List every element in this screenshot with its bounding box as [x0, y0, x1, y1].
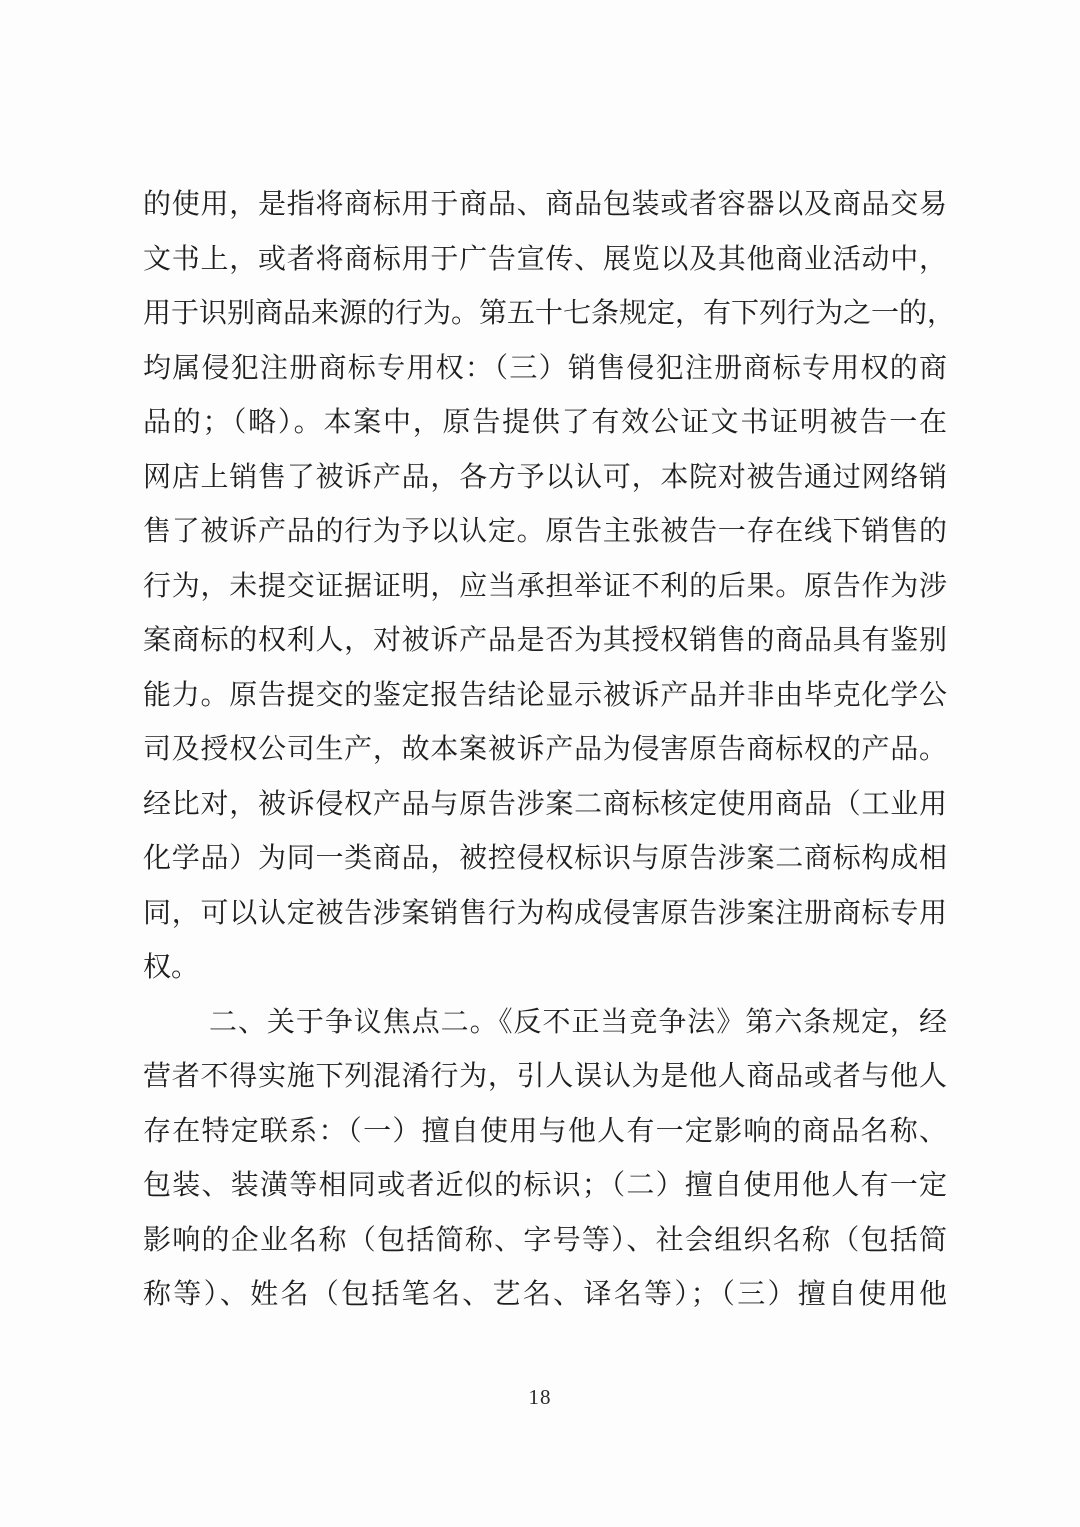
text-line-paragraph-start: 二、关于争议焦点二。《反不正当竞争法》第六条规定，经: [209, 1006, 947, 1038]
page-number: 18: [528, 1385, 552, 1409]
text-line: 售了被诉产品的行为予以认定。原告主张被告一存在线下销售的: [143, 516, 947, 547]
text-line: 称等）、姓名（包括笔名、艺名、译名等）；（三）擅自使用他: [143, 1279, 947, 1310]
text-line: 同，可以认定被告涉案销售行为构成侵害原告涉案注册商标专用: [143, 897, 947, 929]
text-line: 的使用，是指将商标用于商品、商品包装或者容器以及商品交易: [143, 189, 947, 220]
text-line: 文书上，或者将商标用于广告宣传、展览以及其他商业活动中，: [143, 243, 947, 275]
text-line: 案商标的权利人，对被诉产品是否为其授权销售的商品具有鉴别: [143, 625, 947, 656]
text-line-paragraph-end: 权。: [143, 952, 200, 983]
text-line: 化学品）为同一类商品，被控侵权标识与原告涉案二商标构成相: [143, 843, 947, 874]
body-text: [143, 178, 956, 1323]
text-line: 网店上销售了被诉产品，各方予以认可，本院对被告通过网络销: [143, 461, 947, 493]
text-line: 行为，未提交证据证明，应当承担举证不利的后果。原告作为涉: [143, 570, 947, 602]
text-line: 影响的企业名称（包括简称、字号等）、社会组织名称（包括简: [143, 1224, 947, 1256]
text-line: 存在特定联系：（一）擅自使用与他人有一定影响的商品名称、: [143, 1115, 947, 1147]
text-line: 品的；（略）。本案中，原告提供了有效公证文书证明被告一在: [143, 407, 947, 438]
text-line: 用于识别商品来源的行为。第五十七条规定，有下列行为之一的，: [143, 298, 956, 329]
text-line: 经比对，被诉侵权产品与原告涉案二商标核定使用商品（工业用: [143, 788, 947, 820]
text-line: 司及授权公司生产，故本案被诉产品为侵害原告商标权的产品。: [143, 734, 947, 765]
text-line: 包装、装潢等相同或者近似的标识；（二）擅自使用他人有一定: [143, 1170, 947, 1201]
text-line: 能力。原告提交的鉴定报告结论显示被诉产品并非由毕克化学公: [143, 679, 947, 711]
text-line: 营者不得实施下列混淆行为，引人误认为是他人商品或者与他人: [143, 1061, 947, 1092]
text-line: 均属侵犯注册商标专用权：（三）销售侵犯注册商标专用权的商: [143, 352, 947, 384]
